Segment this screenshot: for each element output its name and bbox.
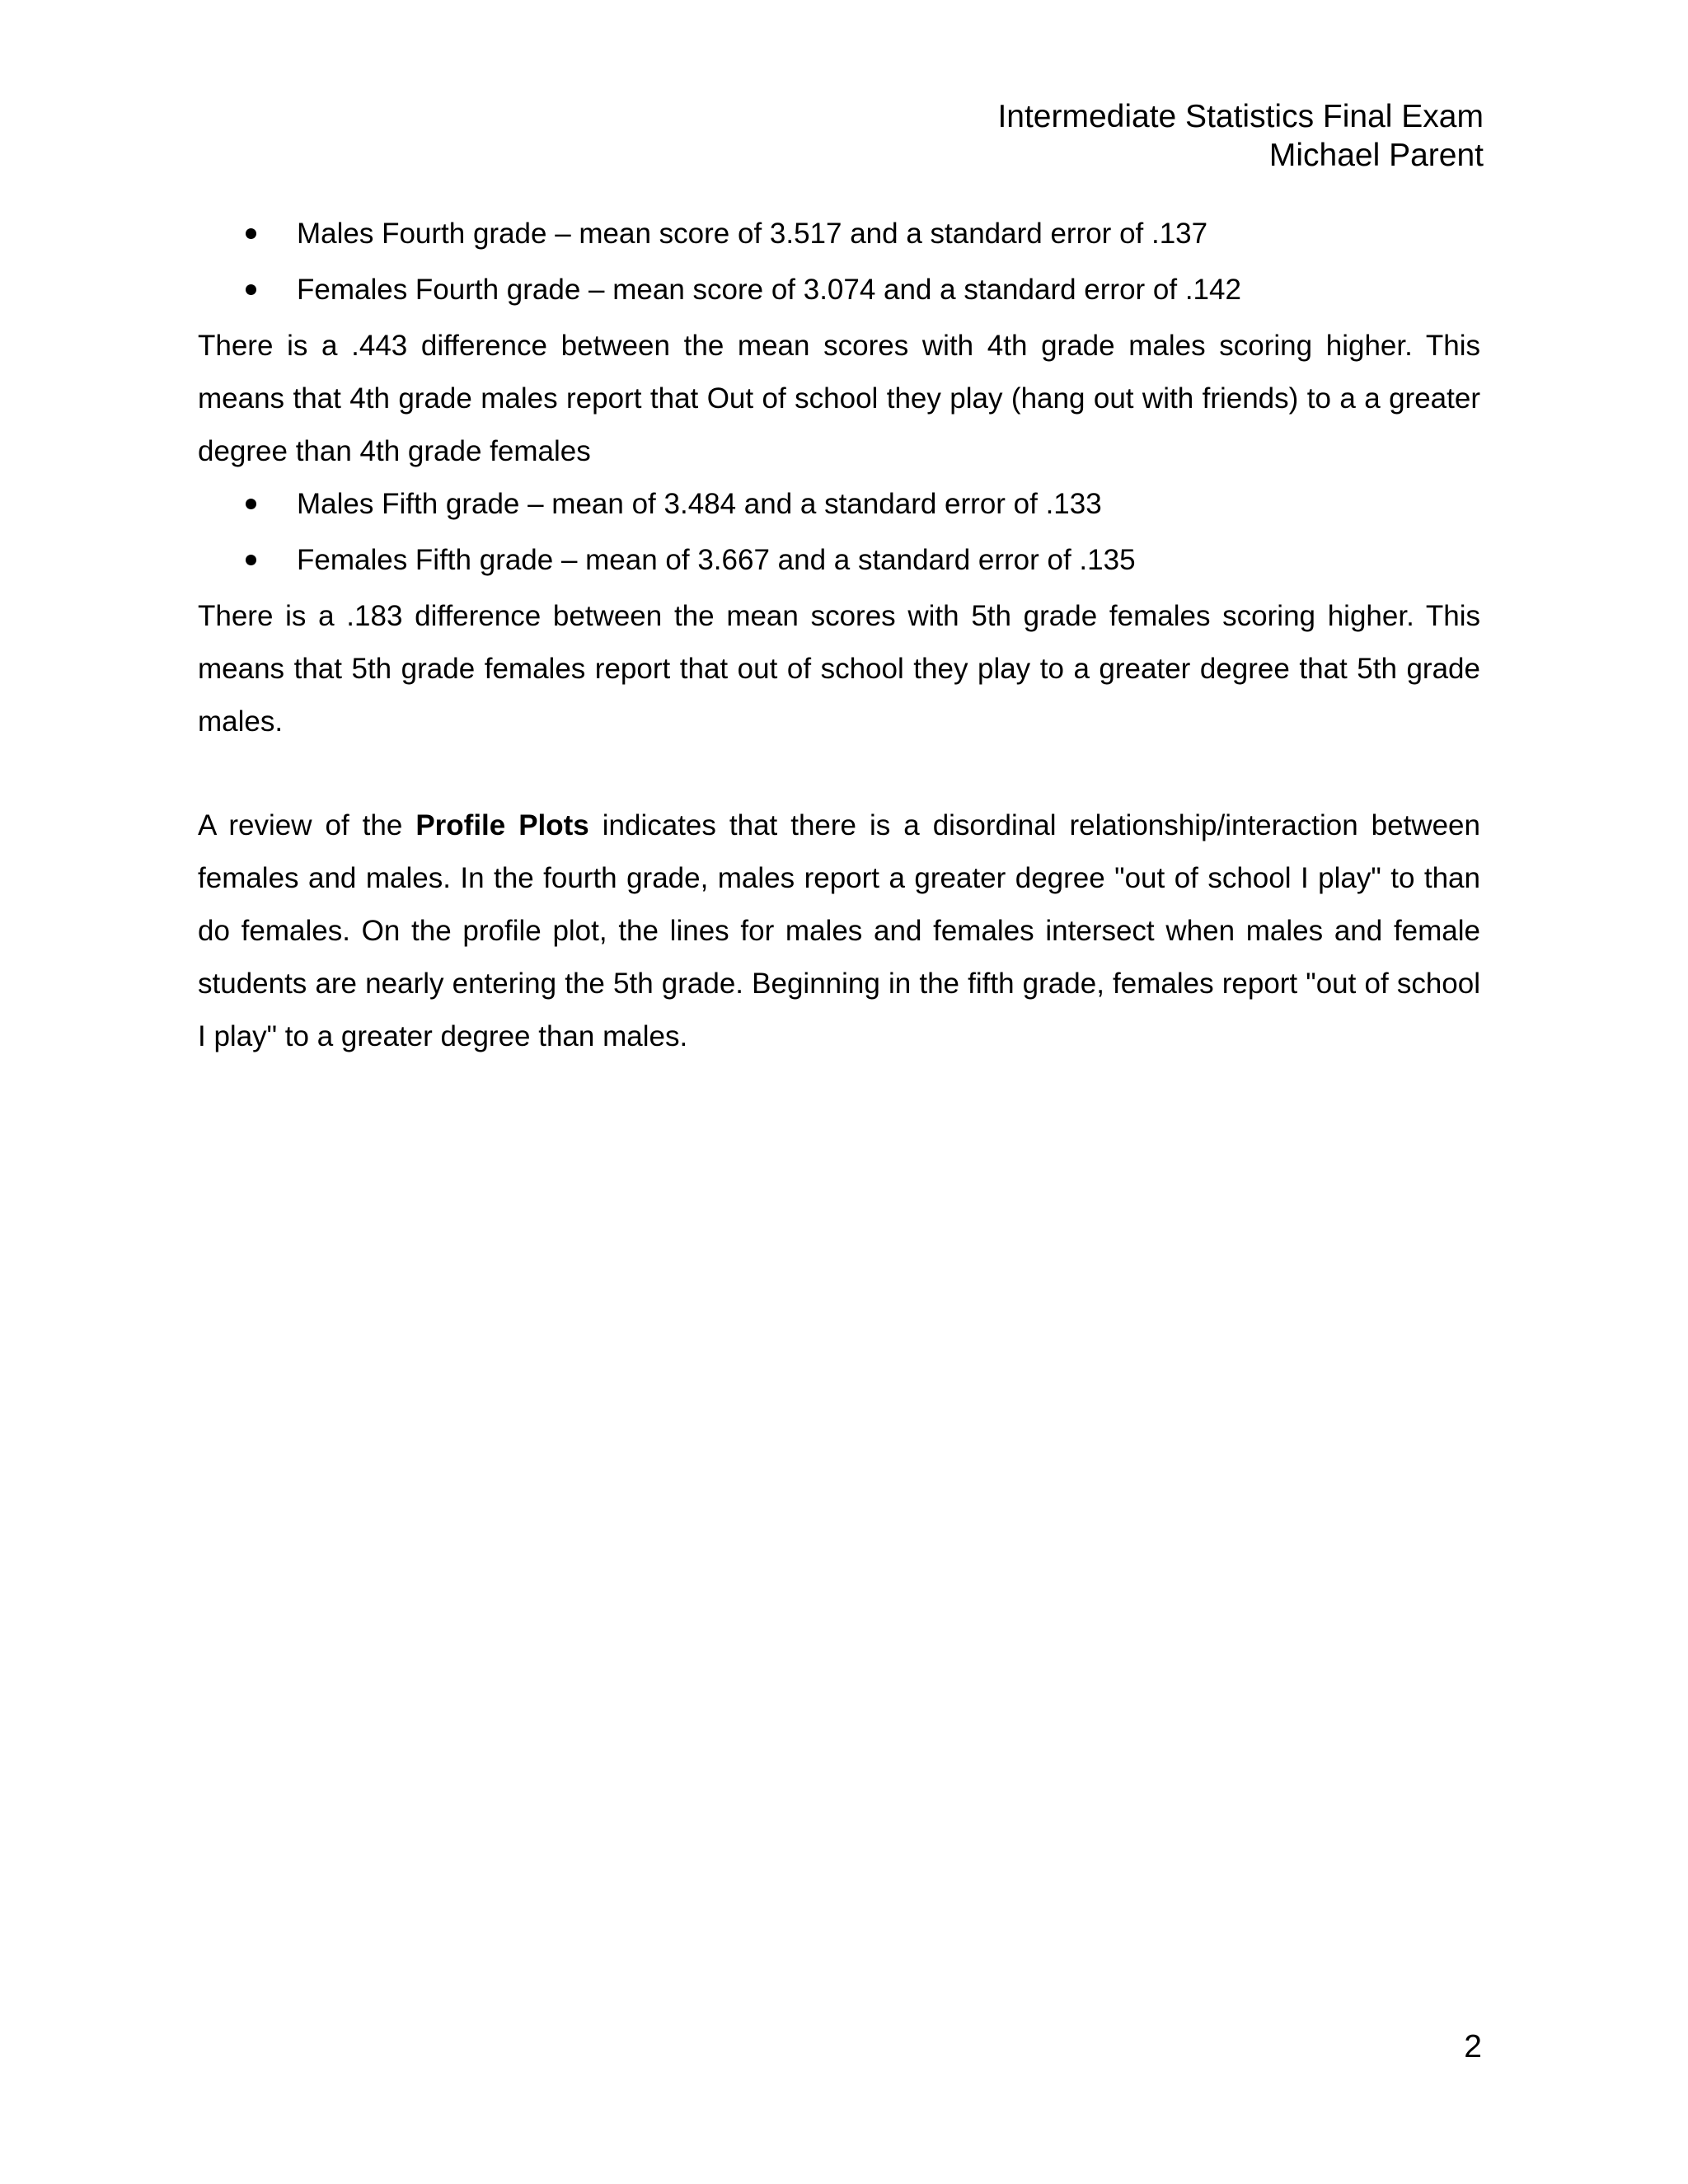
bullet-icon xyxy=(246,284,256,295)
page-number: 2 xyxy=(1464,2029,1482,2064)
page-header xyxy=(997,97,1484,175)
list-item xyxy=(198,264,1480,316)
list-item-text: Females Fifth grade – mean of 3.667 and a standard error of .135 xyxy=(297,544,1136,576)
fourth-grade-summary: There is a .443 difference between the mean scores with 4th grade males scoring higher. This means that 4th grade males report that Out of school they play (hang out with friends) to a a greater degree than 4th grade females xyxy=(198,330,1480,467)
bullet-icon xyxy=(246,499,256,509)
bullet-icon xyxy=(246,555,256,565)
paragraph-spacer xyxy=(198,748,1480,799)
list-item xyxy=(198,534,1480,587)
author-name: Michael Parent xyxy=(1268,138,1484,173)
document-title: Intermediate Statistics Final Exam xyxy=(997,99,1484,134)
profile-lead-text: A review of the xyxy=(198,809,416,841)
bullet-icon xyxy=(246,228,256,239)
fifth-grade-summary: There is a .183 difference between the mean scores with 5th grade females scoring higher. This means that 5th grade females report that out of school they play to a greater degree that 5th grade males. xyxy=(198,600,1480,738)
list-item-text: Males Fifth grade – mean of 3.484 and a standard error of .133 xyxy=(297,488,1102,520)
list-item xyxy=(198,208,1480,260)
list-item-text: Males Fourth grade – mean score of 3.517 and a standard error of .137 xyxy=(297,218,1208,250)
profile-plots-paragraph xyxy=(198,799,1480,1063)
profile-plots-term: Profile Plots xyxy=(415,809,589,841)
list-item xyxy=(198,478,1480,531)
list-item-text: Females Fourth grade – mean score of 3.074 and a standard error of .142 xyxy=(297,274,1241,306)
profile-rest-text: indicates that there is a disordinal relationship/interaction between females and males. In the fourth grade, males report a greater degree "out of school I play" to than do females. On the profile plot, the lines for males and females intersect when males and female students are nearly entering the 5th grade. Beginning in the fifth grade, females report "out of school I play" to a greater degree than males. xyxy=(198,809,1480,1052)
fifth-grade-list xyxy=(198,478,1480,587)
document-body xyxy=(198,208,1480,1063)
fourth-grade-list xyxy=(198,208,1480,316)
